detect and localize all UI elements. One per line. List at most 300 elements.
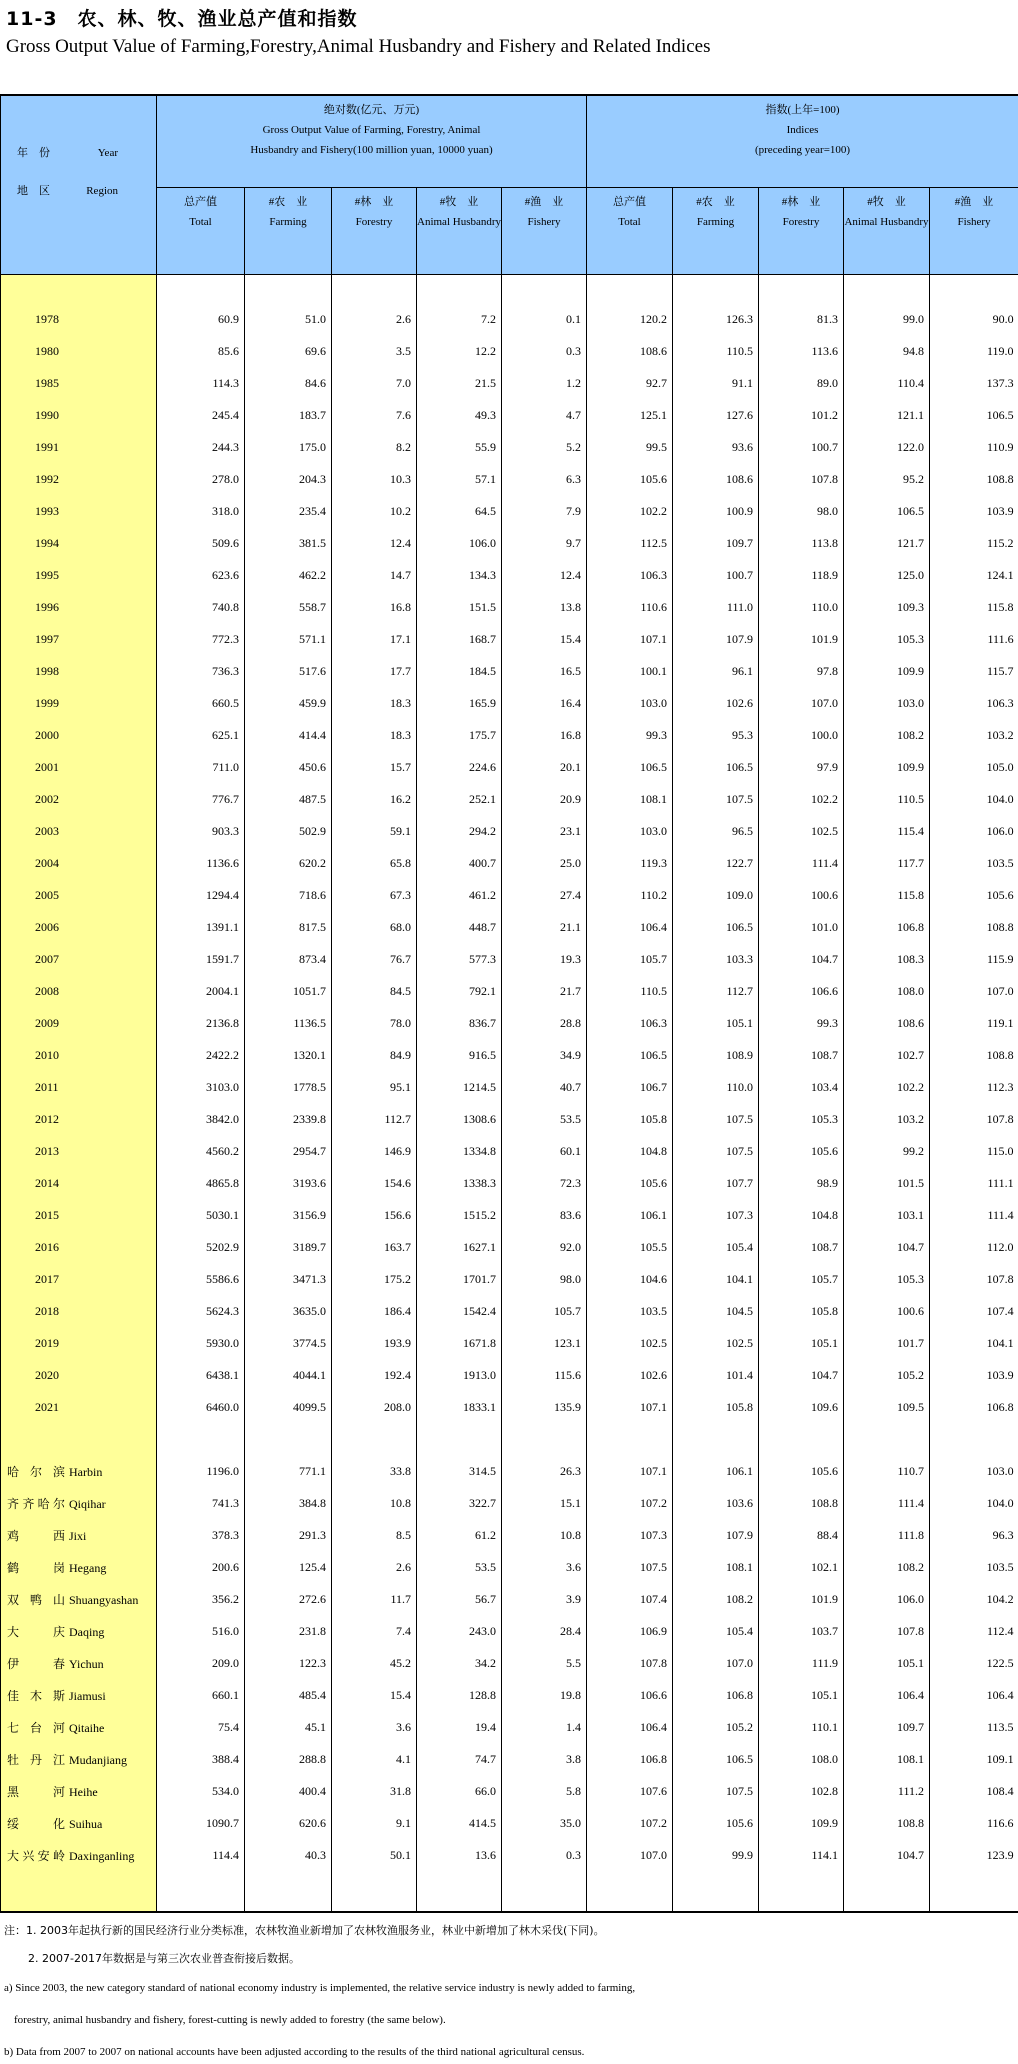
table-cell: 108.9	[673, 1039, 759, 1071]
table-cell: 3774.5	[245, 1327, 332, 1359]
table-cell: 110.9	[930, 431, 1018, 463]
region-name-en: Heihe	[69, 1784, 98, 1799]
table-cell: 620.2	[245, 847, 332, 879]
table-cell: 107.0	[673, 1647, 759, 1679]
table-row	[1, 847, 1018, 879]
table-cell: 4099.5	[245, 1391, 332, 1423]
table-cell: 106.5	[587, 1039, 673, 1071]
table-cell: 21.7	[502, 975, 587, 1007]
table-cell: 74.7	[417, 1743, 502, 1775]
stub-header	[1, 95, 157, 275]
table-cell: 107.8	[844, 1615, 930, 1647]
table-cell: 99.0	[844, 303, 930, 335]
table-cell: 117.7	[844, 847, 930, 879]
table-cell: 105.6	[587, 463, 673, 495]
table-cell: 21.5	[417, 367, 502, 399]
table-cell: 5030.1	[157, 1199, 245, 1231]
table-cell: 12.4	[502, 559, 587, 591]
table-cell: 68.0	[332, 911, 417, 943]
table-cell: 4.7	[502, 399, 587, 431]
table-cell: 1294.4	[157, 879, 245, 911]
table-cell: 100.6	[759, 879, 844, 911]
year-label: 1992	[1, 463, 157, 495]
table-cell: 81.3	[759, 303, 844, 335]
table-cell: 98.9	[759, 1167, 844, 1199]
table-row	[1, 687, 1018, 719]
table-cell: 102.5	[587, 1327, 673, 1359]
table-cell: 916.5	[417, 1039, 502, 1071]
table-cell: 1.2	[502, 367, 587, 399]
table-cell: 5586.6	[157, 1263, 245, 1295]
table-cell: 106.3	[930, 687, 1018, 719]
table-cell: 146.9	[332, 1135, 417, 1167]
table-cell: 40.3	[245, 1839, 332, 1871]
table-cell: 103.4	[759, 1071, 844, 1103]
table-cell: 1833.1	[417, 1391, 502, 1423]
table-cell: 110.4	[844, 367, 930, 399]
table-cell: 20.1	[502, 751, 587, 783]
year-label: 2011	[1, 1071, 157, 1103]
table-row	[1, 1743, 1018, 1775]
table-cell: 33.8	[332, 1455, 417, 1487]
region-name-cn: 绥化	[7, 1816, 65, 1831]
table-cell: 78.0	[332, 1007, 417, 1039]
stub-region-en: Region	[86, 185, 118, 197]
region-label	[1, 1807, 157, 1839]
table-cell: 3189.7	[245, 1231, 332, 1263]
region-label	[1, 1487, 157, 1519]
table-cell: 53.5	[502, 1103, 587, 1135]
table-cell: 1591.7	[157, 943, 245, 975]
note-a-cont: forestry, animal husbandry and fishery, forest-cutting is newly added to forestry (the same below).	[14, 2014, 446, 2026]
table-cell: 792.1	[417, 975, 502, 1007]
table-cell: 108.6	[587, 335, 673, 367]
table-cell: 1391.1	[157, 911, 245, 943]
table-cell: 92.7	[587, 367, 673, 399]
table-cell: 111.4	[844, 1487, 930, 1519]
table-cell: 1334.8	[417, 1135, 502, 1167]
year-label: 2010	[1, 1039, 157, 1071]
table-cell: 108.7	[759, 1231, 844, 1263]
table-cell: 111.9	[759, 1647, 844, 1679]
table-cell: 314.5	[417, 1455, 502, 1487]
table-cell: 101.9	[759, 623, 844, 655]
table-cell: 101.4	[673, 1359, 759, 1391]
table-cell: 91.1	[673, 367, 759, 399]
table-cell: 1.4	[502, 1711, 587, 1743]
table-cell: 104.7	[759, 943, 844, 975]
region-name-en: Harbin	[69, 1464, 103, 1479]
year-label: 2013	[1, 1135, 157, 1167]
region-name-en: Daqing	[69, 1624, 105, 1639]
region-label	[1, 1647, 157, 1679]
table-cell: 103.0	[844, 687, 930, 719]
table-cell: 107.2	[587, 1807, 673, 1839]
table-cell: 100.7	[759, 431, 844, 463]
table-row	[1, 1615, 1018, 1647]
table-cell: 85.6	[157, 335, 245, 367]
table-cell: 105.8	[759, 1295, 844, 1327]
table-cell: 16.8	[332, 591, 417, 623]
table-cell: 105.4	[673, 1231, 759, 1263]
table-cell: 40.7	[502, 1071, 587, 1103]
column-header: 总产值 Total	[157, 188, 245, 275]
region-name-en: Hegang	[69, 1560, 107, 1575]
region-name-en: Shuangyashan	[69, 1592, 139, 1607]
column-header: #农 业 Farming	[245, 188, 332, 275]
region-label	[1, 1679, 157, 1711]
table-cell: 28.8	[502, 1007, 587, 1039]
table-cell: 414.5	[417, 1807, 502, 1839]
table-cell: 118.9	[759, 559, 844, 591]
table-cell: 105.6	[673, 1807, 759, 1839]
table-cell: 448.7	[417, 911, 502, 943]
table-row	[1, 719, 1018, 751]
table-cell: 110.2	[587, 879, 673, 911]
table-cell: 9.7	[502, 527, 587, 559]
table-cell: 107.4	[930, 1295, 1018, 1327]
year-label: 1990	[1, 399, 157, 431]
table-cell: 534.0	[157, 1775, 245, 1807]
table-cell: 107.8	[587, 1647, 673, 1679]
year-label: 1985	[1, 367, 157, 399]
table-cell: 836.7	[417, 1007, 502, 1039]
table-cell: 92.0	[502, 1231, 587, 1263]
table-cell: 107.5	[673, 783, 759, 815]
table-row	[1, 1487, 1018, 1519]
table-cell: 102.2	[844, 1071, 930, 1103]
table-cell: 127.6	[673, 399, 759, 431]
table-cell: 109.1	[930, 1743, 1018, 1775]
region-name-en: Suihua	[69, 1816, 103, 1831]
table-cell: 106.1	[587, 1199, 673, 1231]
table-cell: 381.5	[245, 527, 332, 559]
table-cell: 3156.9	[245, 1199, 332, 1231]
table-cell: 106.6	[759, 975, 844, 1007]
table-row	[1, 1455, 1018, 1487]
table-cell: 107.5	[673, 1103, 759, 1135]
year-label: 2007	[1, 943, 157, 975]
table-cell: 110.1	[759, 1711, 844, 1743]
table-cell: 103.0	[930, 1455, 1018, 1487]
region-name-cn: 佳木斯	[7, 1688, 65, 1703]
table-cell: 107.3	[673, 1199, 759, 1231]
table-cell: 113.5	[930, 1711, 1018, 1743]
table-cell: 414.4	[245, 719, 332, 751]
table-cell: 102.1	[759, 1551, 844, 1583]
table-cell: 487.5	[245, 783, 332, 815]
table-cell: 1090.7	[157, 1807, 245, 1839]
table-cell: 1671.8	[417, 1327, 502, 1359]
stub-region-cn: 地 区	[17, 185, 50, 197]
table-cell: 111.2	[844, 1775, 930, 1807]
table-cell: 109.0	[673, 879, 759, 911]
table-cell: 102.8	[759, 1775, 844, 1807]
table-cell: 102.6	[673, 687, 759, 719]
table-cell: 105.1	[759, 1327, 844, 1359]
table-cell: 104.1	[930, 1327, 1018, 1359]
table-cell: 100.6	[844, 1295, 930, 1327]
table-cell: 106.8	[930, 1391, 1018, 1423]
table-cell: 109.7	[673, 527, 759, 559]
table-row	[1, 975, 1018, 1007]
table-cell: 18.3	[332, 687, 417, 719]
table-cell: 105.1	[759, 1679, 844, 1711]
table-cell: 107.0	[759, 687, 844, 719]
region-label	[1, 1583, 157, 1615]
table-row	[1, 1231, 1018, 1263]
table-cell: 104.0	[930, 783, 1018, 815]
table-cell: 110.0	[759, 591, 844, 623]
table-cell: 106.7	[587, 1071, 673, 1103]
table-cell: 1320.1	[245, 1039, 332, 1071]
table-cell: 7.6	[332, 399, 417, 431]
table-cell: 57.1	[417, 463, 502, 495]
table-cell: 200.6	[157, 1551, 245, 1583]
table-cell: 1136.5	[245, 1007, 332, 1039]
table-cell: 1338.3	[417, 1167, 502, 1199]
table-row	[1, 399, 1018, 431]
table-cell: 106.5	[673, 1743, 759, 1775]
year-label: 1998	[1, 655, 157, 687]
table-cell: 119.3	[587, 847, 673, 879]
table-cell: 98.0	[502, 1263, 587, 1295]
table-cell: 776.7	[157, 783, 245, 815]
table-cell: 1913.0	[417, 1359, 502, 1391]
table-cell: 10.8	[502, 1519, 587, 1551]
table-cell: 718.6	[245, 879, 332, 911]
table-cell: 108.1	[844, 1743, 930, 1775]
region-name-en: Qitaihe	[69, 1720, 105, 1735]
region-label	[1, 1839, 157, 1871]
region-name-en: Jiamusi	[69, 1688, 106, 1703]
table-cell: 7.4	[332, 1615, 417, 1647]
region-name-cn: 大兴安岭	[7, 1848, 65, 1863]
table-row	[1, 1711, 1018, 1743]
stub-year-en: Year	[97, 147, 118, 159]
year-label: 1999	[1, 687, 157, 719]
table-cell: 105.5	[587, 1231, 673, 1263]
table-row	[1, 1679, 1018, 1711]
table-cell: 3103.0	[157, 1071, 245, 1103]
table-cell: 97.8	[759, 655, 844, 687]
table-row	[1, 463, 1018, 495]
table-cell: 103.5	[587, 1295, 673, 1327]
table-cell: 88.4	[759, 1519, 844, 1551]
table-cell: 25.0	[502, 847, 587, 879]
table-cell: 3.9	[502, 1583, 587, 1615]
table-cell: 0.1	[502, 303, 587, 335]
year-label: 2006	[1, 911, 157, 943]
table-cell: 154.6	[332, 1167, 417, 1199]
table-cell: 135.9	[502, 1391, 587, 1423]
table-cell: 8.5	[332, 1519, 417, 1551]
table-row	[1, 751, 1018, 783]
table-cell: 108.8	[759, 1487, 844, 1519]
table-cell: 107.0	[930, 975, 1018, 1007]
table-cell: 23.1	[502, 815, 587, 847]
table-cell: 116.6	[930, 1807, 1018, 1839]
table-row	[1, 1167, 1018, 1199]
table-cell: 106.5	[673, 911, 759, 943]
table-cell: 151.5	[417, 591, 502, 623]
table-cell: 105.3	[844, 623, 930, 655]
table-cell: 459.9	[245, 687, 332, 719]
table-cell: 49.3	[417, 399, 502, 431]
column-header: #渔 业 Fishery	[930, 188, 1018, 275]
table-row	[1, 1807, 1018, 1839]
year-label: 2020	[1, 1359, 157, 1391]
table-cell: 112.0	[930, 1231, 1018, 1263]
year-label: 2001	[1, 751, 157, 783]
region-label	[1, 1743, 157, 1775]
table-cell: 106.5	[673, 751, 759, 783]
table-cell: 115.4	[844, 815, 930, 847]
table-cell: 94.8	[844, 335, 930, 367]
table-cell: 272.6	[245, 1583, 332, 1615]
table-cell: 15.7	[332, 751, 417, 783]
table-cell: 109.5	[844, 1391, 930, 1423]
column-header: #农 业 Farming	[673, 188, 759, 275]
table-cell: 107.9	[673, 1519, 759, 1551]
table-cell: 109.3	[844, 591, 930, 623]
table-cell: 6438.1	[157, 1359, 245, 1391]
table-cell: 98.0	[759, 495, 844, 527]
table-cell: 83.6	[502, 1199, 587, 1231]
table-cell: 102.5	[673, 1327, 759, 1359]
table-row	[1, 1551, 1018, 1583]
table-cell: 106.8	[587, 1743, 673, 1775]
table-cell: 2136.8	[157, 1007, 245, 1039]
table-cell: 56.7	[417, 1583, 502, 1615]
table-cell: 69.6	[245, 335, 332, 367]
table-cell: 102.2	[587, 495, 673, 527]
table-row	[1, 1519, 1018, 1551]
table-cell: 11.7	[332, 1583, 417, 1615]
region-label	[1, 1455, 157, 1487]
column-header: #牧 业 Animal Husbandry	[417, 188, 502, 275]
table-cell: 34.9	[502, 1039, 587, 1071]
region-name-cn: 哈尔滨	[7, 1464, 65, 1479]
table-cell: 110.5	[673, 335, 759, 367]
table-cell: 109.9	[759, 1807, 844, 1839]
table-cell: 104.7	[844, 1231, 930, 1263]
table-cell: 105.0	[930, 751, 1018, 783]
table-cell: 105.8	[673, 1391, 759, 1423]
table-cell: 109.9	[844, 751, 930, 783]
table-cell: 66.0	[417, 1775, 502, 1807]
table-cell: 84.6	[245, 367, 332, 399]
table-cell: 97.9	[759, 751, 844, 783]
table-cell: 509.6	[157, 527, 245, 559]
table-cell: 105.3	[759, 1103, 844, 1135]
table-cell: 103.1	[844, 1199, 930, 1231]
table-cell: 104.0	[930, 1487, 1018, 1519]
table-cell: 108.0	[844, 975, 930, 1007]
table-cell: 105.2	[673, 1711, 759, 1743]
table-cell: 105.6	[759, 1455, 844, 1487]
table-cell: 105.7	[587, 943, 673, 975]
table-cell: 106.3	[587, 1007, 673, 1039]
table-cell: 107.5	[673, 1775, 759, 1807]
table-cell: 517.6	[245, 655, 332, 687]
table-cell: 105.1	[844, 1647, 930, 1679]
table-cell: 2.6	[332, 1551, 417, 1583]
table-cell: 1542.4	[417, 1295, 502, 1327]
table-cell: 771.1	[245, 1455, 332, 1487]
table-cell: 0.3	[502, 1839, 587, 1871]
table-cell: 105.7	[759, 1263, 844, 1295]
table-row	[1, 1327, 1018, 1359]
year-label: 2021	[1, 1391, 157, 1423]
table-cell: 104.7	[759, 1359, 844, 1391]
group-header-indices: 指数(上年=100) Indices (preceding year=100)	[587, 95, 1018, 188]
table-cell: 108.8	[930, 1039, 1018, 1071]
table-cell: 101.5	[844, 1167, 930, 1199]
table-cell: 108.1	[587, 783, 673, 815]
table-cell: 112.4	[930, 1615, 1018, 1647]
table-row	[1, 623, 1018, 655]
table-row	[1, 1839, 1018, 1871]
table-cell: 107.7	[673, 1167, 759, 1199]
table-cell: 108.2	[844, 719, 930, 751]
region-name-en: Jixi	[69, 1528, 87, 1543]
table-cell: 740.8	[157, 591, 245, 623]
table-cell: 4560.2	[157, 1135, 245, 1167]
year-label: 1978	[1, 303, 157, 335]
table-row	[1, 1071, 1018, 1103]
table-cell: 96.5	[673, 815, 759, 847]
table-cell: 103.5	[930, 1551, 1018, 1583]
table-cell: 112.5	[587, 527, 673, 559]
table-cell: 384.8	[245, 1487, 332, 1519]
table-cell: 450.6	[245, 751, 332, 783]
table-cell: 106.0	[844, 1583, 930, 1615]
table-cell: 2.6	[332, 303, 417, 335]
table-cell: 103.2	[844, 1103, 930, 1135]
table-cell: 104.6	[587, 1263, 673, 1295]
region-name-cn: 大庆	[7, 1624, 65, 1639]
table-cell: 113.6	[759, 335, 844, 367]
table-cell: 45.2	[332, 1647, 417, 1679]
table-cell: 111.0	[673, 591, 759, 623]
year-label: 2003	[1, 815, 157, 847]
table-cell: 168.7	[417, 623, 502, 655]
table-cell: 660.5	[157, 687, 245, 719]
table-cell: 106.8	[844, 911, 930, 943]
table-cell: 113.8	[759, 527, 844, 559]
table-cell: 175.7	[417, 719, 502, 751]
table-cell: 107.1	[587, 1455, 673, 1487]
table-cell: 106.9	[587, 1615, 673, 1647]
table-cell: 90.0	[930, 303, 1018, 335]
year-label: 2002	[1, 783, 157, 815]
table-cell: 252.1	[417, 783, 502, 815]
spacer-row	[1, 1871, 1018, 1912]
table-cell: 93.6	[673, 431, 759, 463]
table-cell: 95.2	[844, 463, 930, 495]
table-cell: 105.4	[673, 1615, 759, 1647]
table-cell: 3.8	[502, 1743, 587, 1775]
table-cell: 2954.7	[245, 1135, 332, 1167]
table-cell: 59.1	[332, 815, 417, 847]
table-cell: 3.5	[332, 335, 417, 367]
table-cell: 16.2	[332, 783, 417, 815]
region-name-cn: 牡丹江	[7, 1752, 65, 1767]
table-cell: 3193.6	[245, 1167, 332, 1199]
table-cell: 1515.2	[417, 1199, 502, 1231]
table-cell: 6460.0	[157, 1391, 245, 1423]
